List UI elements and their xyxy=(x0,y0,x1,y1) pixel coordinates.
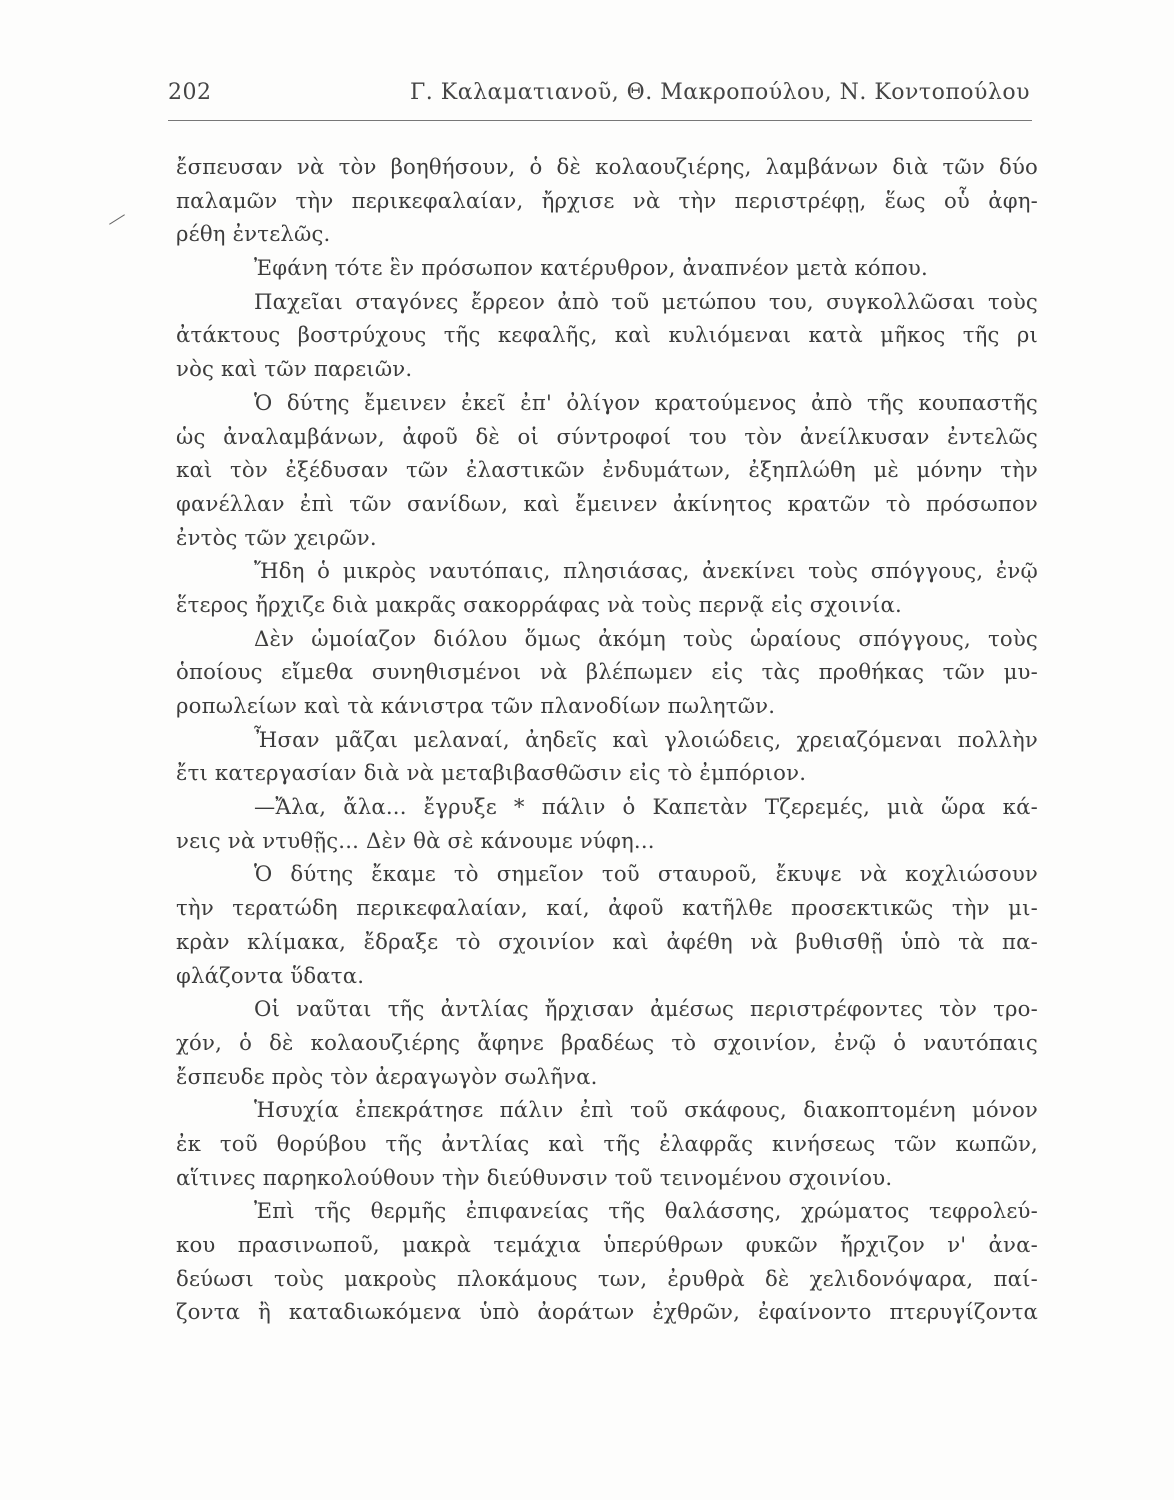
text-line: χόν, ὁ δὲ κολαουζιέρης ἄφηνε βραδέως τὸ σχοινίον, ἐνῷ ὁ ναυτόπαις xyxy=(176,1029,1038,1055)
text-line: φλάζοντα ὕδατα. xyxy=(176,962,365,988)
text-line: ὡς ἀναλαμβάνων, ἀφοῦ δὲ οἱ σύντροφοί του τὸν ἀνείλκυσαν ἐντελῶς xyxy=(176,423,1038,449)
text-line: ἀτάκτους βοστρύχους τῆς κεφαλῆς, καὶ κυλιόμεναι κατὰ μῆκος τῆς ρι xyxy=(176,322,1038,348)
body-text xyxy=(176,150,1038,1329)
text-line: Παχεῖαι σταγόνες ἔρρεον ἀπὸ τοῦ μετώπου του, συγκολλῶσαι τοὺς xyxy=(254,288,1038,314)
text-line: ἔτι κατεργασίαν διὰ νὰ μεταβιβασθῶσιν εἰς τὸ ἐμπόριον. xyxy=(176,760,807,786)
text-line: Οἱ ναῦται τῆς ἀντλίας ἤρχισαν ἀμέσως περιστρέφοντες τὸν τρο- xyxy=(254,996,1038,1022)
page-header xyxy=(168,80,1030,120)
text-line: ἐντὸς τῶν χειρῶν. xyxy=(176,524,377,550)
text-line: δεύωσι τοὺς μακροὺς πλοκάμους των, ἐρυθρὰ δὲ χελιδονόψαρα, παί- xyxy=(176,1265,1038,1291)
text-line: Ἐπὶ τῆς θερμῆς ἐπιφανείας τῆς θαλάσσης, χρώματος τεφρολεύ- xyxy=(254,1198,1038,1224)
text-line: ροπωλείων καὶ τὰ κάνιστρα τῶν πλανοδίων πωλητῶν. xyxy=(176,693,776,718)
text-line: καὶ τὸν ἐξέδυσαν τῶν ἐλαστικῶν ἐνδυμάτων, ἐξηπλώθη μὲ μόνην τὴν xyxy=(176,457,1038,483)
text-line: Ὁ δύτης ἔμεινεν ἐκεῖ ἐπ' ὀλίγον κρατούμενος ἀπὸ τῆς κουπαστῆς xyxy=(254,389,1038,415)
text-line: ἐκ τοῦ θορύβου τῆς ἀντλίας καὶ τῆς ἐλαφρᾶς κινήσεως τῶν κωπῶν, xyxy=(176,1130,1038,1156)
text-line: ὁποίους εἴμεθα συνηθισμένοι νὰ βλέπωμεν εἰς τὰς προθήκας τῶν μυ- xyxy=(176,659,1038,685)
text-line: ἔσπευσαν νὰ τὸν βοηθήσουν, ὁ δὲ κολαουζιέρης, λαμβάνων διὰ τῶν δύο xyxy=(176,154,1038,179)
text-line: Ἤδη ὁ μικρὸς ναυτόπαις, πλησιάσας, ἀνεκίνει τοὺς σπόγγους, ἐνῷ xyxy=(254,558,1038,584)
text-line: νὸς καὶ τῶν παρειῶν. xyxy=(176,356,413,382)
text-line: ζοντα ἢ καταδιωκόμενα ὑπὸ ἀοράτων ἐχθρῶν, ἐφαίνοντο πτερυγίζοντα xyxy=(176,1299,1038,1325)
text-line: —Ἄλα, ἄλα... ἔγρυξε * πάλιν ὁ Καπετὰν Τζερεμές, μιὰ ὥρα κά- xyxy=(254,794,1038,820)
text-line: αἵτινες παρηκολούθουν τὴν διεύθυνσιν τοῦ τεινομένου σχοινίου. xyxy=(176,1164,893,1190)
text-line: ἕτερος ἤρχιζε διὰ μακρᾶς σακορράφας νὰ τοὺς περνᾷ εἰς σχοινία. xyxy=(176,591,902,617)
text-line: κρὰν κλίμακα, ἔδραξε τὸ σχοινίον καὶ ἀφέθη νὰ βυθισθῇ ὑπὸ τὰ πα- xyxy=(176,928,1038,954)
text-line: ἔσπευδε πρὸς τὸν ἀεραγωγὸν σωλῆνα. xyxy=(176,1063,598,1089)
text-line: Ὁ δύτης ἔκαμε τὸ σημεῖον τοῦ σταυροῦ, ἔκυψε νὰ κοχλιώσουν xyxy=(254,861,1038,887)
text-line: νεις νὰ ντυθῇς... Δὲν θὰ σὲ κάνουμε νύφη... xyxy=(176,827,655,853)
text-line: Ἦσαν μᾶζαι μελαναί, ἀηδεῖς καὶ γλοιώδεις, χρειαζόμεναι πολλὴν xyxy=(254,726,1038,752)
page-number: 202 xyxy=(168,80,212,105)
text-line: φανέλλαν ἐπὶ τῶν σανίδων, καὶ ἔμεινεν ἀκίνητος κρατῶν τὸ πρόσωπον xyxy=(176,490,1038,516)
header-rule xyxy=(168,120,1032,121)
running-title: Γ. Καλαματιανοῦ, Θ. Μακροπούλου, Ν. Κοντοπούλου xyxy=(410,80,1030,105)
text-line: ρέθη ἐντελῶς. xyxy=(176,221,331,247)
text-line: τὴν τερατώδη περικεφαλαίαν, καί, ἀφοῦ κατῆλθε προσεκτικῶς τὴν μι- xyxy=(176,895,1038,921)
margin-pencil-mark xyxy=(109,214,125,224)
text-line: Δὲν ὡμοίαζον διόλου ὅμως ἀκόμη τοὺς ὡραίους σπόγγους, τοὺς xyxy=(254,625,1038,651)
text-line: παλαμῶν τὴν περικεφαλαίαν, ἤρχισε νὰ τὴν περιστρέφῃ, ἕως οὗ ἀφη- xyxy=(176,187,1038,213)
text-line: Ἐφάνη τότε ἓν πρόσωπον κατέρυθρον, ἀναπνέον μετὰ κόπου. xyxy=(254,255,928,281)
text-line: Ἡσυχία ἐπεκράτησε πάλιν ἐπὶ τοῦ σκάφους, διακοπτομένη μόνον xyxy=(254,1097,1038,1123)
text-line: κου πρασινωποῦ, μακρὰ τεμάχια ὑπερύθρων φυκῶν ἤρχιζον ν' ἀνα- xyxy=(176,1232,1038,1257)
